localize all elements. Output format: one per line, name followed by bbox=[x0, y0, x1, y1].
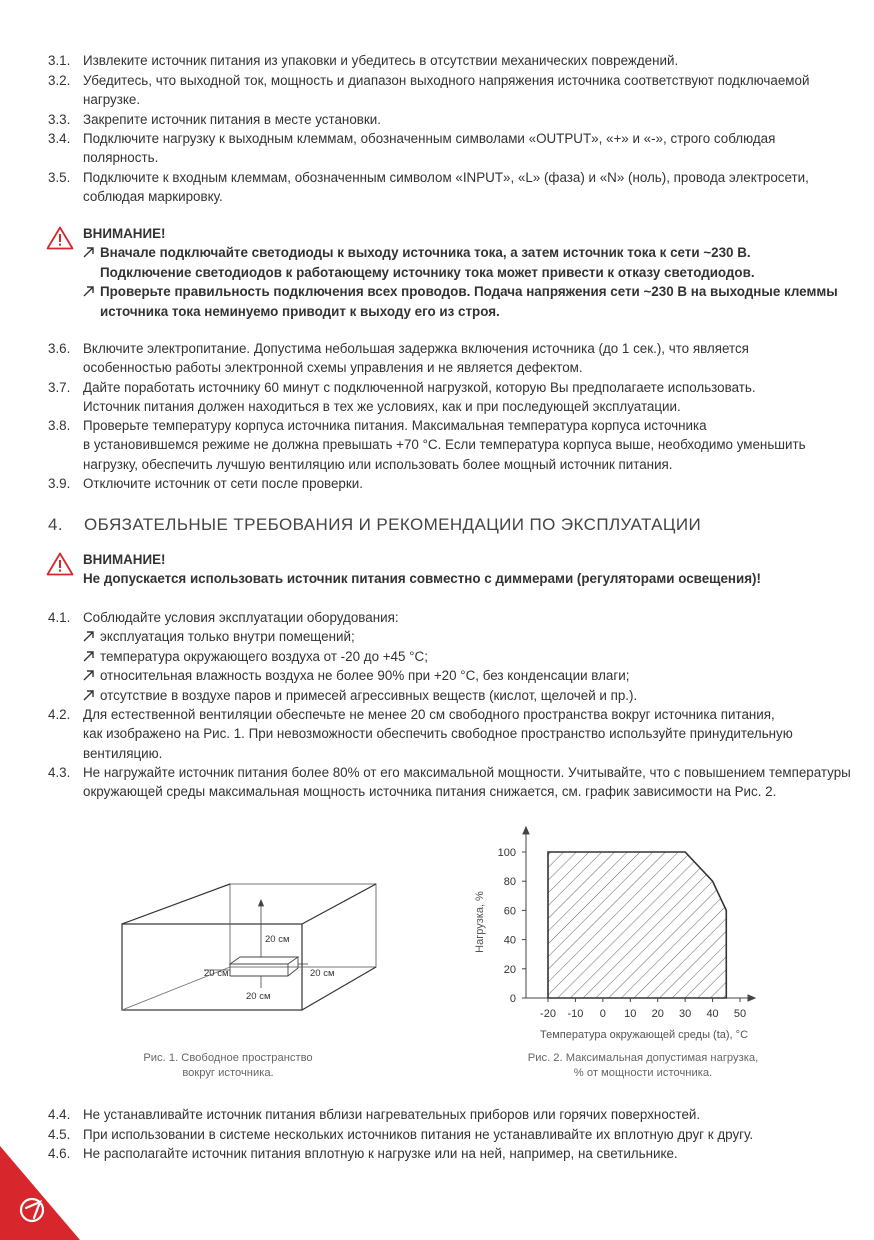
list-item bbox=[48, 416, 848, 474]
list-item bbox=[48, 129, 848, 168]
warning-bullet: Вначале подключайте светодиоды к выходу источника тока, а затем источник тока к сети ~230 В. Подключение светодиодов к работающему источнику тока может привести к отказу светодиодов. bbox=[83, 243, 846, 282]
section4-list-c bbox=[0, 1105, 874, 1165]
warning-bullet: Проверьте правильность подключения всех проводов. Подача напряжения сети ~230 В на выходные клеммы источника тока неминуемо приводит к выходу его из строя. bbox=[83, 282, 846, 321]
x-tick-label: 40 bbox=[706, 1008, 719, 1020]
item-number: 4.1. bbox=[48, 610, 71, 625]
y-tick-label: 20 bbox=[503, 963, 516, 976]
y-tick-label: 40 bbox=[503, 934, 516, 947]
item-number: 3.9. bbox=[48, 476, 71, 491]
item-text: Закрепите источник питания в месте установки. bbox=[83, 112, 381, 127]
item-text: Подключите к входным клеммам, обозначенным символом «INPUT», «L» (фаза) и «N» (ноль), провода электросети, bbox=[83, 170, 809, 185]
item-text: окружающей среды максимальная мощность источника питания снижается, см. график зависимости на Рис. 2. bbox=[83, 784, 777, 800]
x-axis-arrow bbox=[748, 995, 755, 1001]
item-text: Извлеките источник питания из упаковки и убедитесь в отсутствии механических повреждений. bbox=[83, 53, 679, 68]
item-text: Соблюдайте условия эксплуатации оборудования: bbox=[83, 610, 399, 625]
item-text: как изображено на Рис. 1. При невозможности обеспечить свободное пространство используйте принудительную bbox=[83, 726, 793, 742]
list-item bbox=[48, 474, 848, 493]
arrow-bullet-icon bbox=[83, 651, 95, 662]
x-tick-label: 10 bbox=[624, 1008, 637, 1020]
warning-block bbox=[46, 550, 846, 589]
item-number: 3.8. bbox=[48, 418, 71, 433]
figure2-caption: Рис. 2. Максимальная допустимая нагрузка, % от мощности источника. bbox=[527, 1052, 759, 1079]
item-number: 4.5. bbox=[48, 1127, 71, 1142]
dimension-label-left: 20 см bbox=[204, 968, 229, 979]
list-item bbox=[48, 339, 848, 378]
section-number: 4. bbox=[48, 515, 63, 534]
list-item bbox=[48, 1105, 848, 1124]
list-item bbox=[48, 1144, 848, 1163]
list-item bbox=[48, 705, 848, 763]
warning-title: ВНИМАНИЕ! bbox=[83, 226, 166, 241]
dimension-label-top: 20 см bbox=[265, 934, 290, 945]
list-item bbox=[48, 168, 848, 207]
y-tick-label: 0 bbox=[509, 993, 516, 1005]
condition-bullet: отсутствие в воздухе паров и примесей агрессивных веществ (кислот, щелочей и пр.). bbox=[83, 686, 848, 705]
y-tick-label: 100 bbox=[497, 847, 516, 859]
section3-list-a bbox=[0, 51, 874, 211]
item-text: Подключите нагрузку к выходным клеммам, обозначенным символами «OUTPUT», «+» и «-», строго соблюдая bbox=[83, 131, 776, 146]
load-area bbox=[548, 852, 726, 998]
item-number: 4.4. bbox=[48, 1107, 71, 1122]
item-number: 3.2. bbox=[48, 73, 71, 88]
item-number: 3.5. bbox=[48, 170, 71, 185]
list-item bbox=[48, 608, 848, 705]
item-text: Проверьте температуру корпуса источника питания. Максимальная температура корпуса источника bbox=[83, 418, 707, 433]
item-text: Убедитесь, что выходной ток, мощность и диапазон выходного напряжения источника соответствуют подключаемой bbox=[83, 73, 810, 88]
y-axis-arrow bbox=[523, 827, 529, 834]
list-item bbox=[48, 71, 848, 110]
arrow-bullet-icon bbox=[83, 286, 95, 297]
x-tick-label: -10 bbox=[567, 1008, 584, 1020]
warning-triangle-icon bbox=[46, 226, 74, 250]
section-heading bbox=[48, 515, 701, 534]
item-text: нагрузку, обеспечить лучшую вентиляцию или использовать более мощный источник питания. bbox=[83, 456, 673, 472]
item-number: 3.7. bbox=[48, 380, 71, 395]
warning-text: Не допускается использовать источник питания совместно с диммерами (регуляторами освещения)! bbox=[83, 571, 761, 587]
condition-bullet: эксплуатация только внутри помещений; bbox=[83, 627, 848, 646]
dimension-label-front: 20 см bbox=[246, 991, 271, 1002]
item-text: соблюдая маркировку. bbox=[83, 189, 223, 205]
section3-list-b bbox=[0, 339, 874, 499]
x-tick-label: 50 bbox=[733, 1008, 747, 1020]
arrow-bullet-icon bbox=[83, 247, 95, 258]
x-tick-label: 20 bbox=[651, 1008, 664, 1020]
item-number: 3.1. bbox=[48, 53, 71, 68]
list-item bbox=[48, 110, 848, 129]
section-title: ОБЯЗАТЕЛЬНЫЕ ТРЕБОВАНИЯ И РЕКОМЕНДАЦИИ ПО ЭКСПЛУАТАЦИИ bbox=[84, 515, 702, 534]
item-number: 3.3. bbox=[48, 112, 71, 127]
item-text: Отключите источник от сети после проверки. bbox=[83, 476, 363, 491]
item-text: особенностью работы электронной схемы управления и не является дефектом. bbox=[83, 360, 583, 376]
x-tick-label: 0 bbox=[599, 1008, 606, 1020]
item-number: 3.4. bbox=[48, 131, 71, 146]
item-text: полярность. bbox=[83, 150, 159, 166]
item-text: Дайте поработать источнику 60 минут с подключенной нагрузкой, которую Вы предполагаете использовать. bbox=[83, 380, 756, 395]
x-tick-label: -20 bbox=[540, 1008, 556, 1020]
y-tick-label: 80 bbox=[503, 876, 516, 889]
x-axis-label: Температура окружающей среды (ta), °C bbox=[539, 1029, 749, 1041]
item-text: Не нагружайте источник питания более 80% от его максимальной мощности. Учитывайте, что с повышением температуры bbox=[83, 765, 851, 780]
warning-block bbox=[46, 224, 846, 321]
load-derating-chart bbox=[466, 822, 786, 1046]
item-number: 4.3. bbox=[48, 765, 71, 780]
warning-title: ВНИМАНИЕ! bbox=[83, 552, 166, 567]
item-text: Источник питания должен находиться в тех же условиях, как и при последующей эксплуатации. bbox=[83, 399, 681, 415]
arrow-bullet-icon bbox=[83, 690, 95, 701]
item-text: Включите электропитание. Допустима небольшая задержка включения источника (до 1 сек.), что является bbox=[83, 341, 749, 356]
arrow-bullet-icon bbox=[83, 670, 95, 681]
y-axis-label: Нагрузка, % bbox=[474, 891, 486, 953]
brand-corner-logo bbox=[0, 1146, 80, 1240]
item-number: 4.6. bbox=[48, 1146, 71, 1161]
y-tick-label: 60 bbox=[503, 905, 516, 918]
item-text: Для естественной вентиляции обеспечьте не менее 20 см свободного пространства вокруг источника питания, bbox=[83, 707, 775, 722]
item-text: Не располагайте источник питания вплотную к нагрузке или на ней, например, на светильнике. bbox=[83, 1146, 678, 1161]
item-text: в установившемся режиме не должна превышать +70 °C. Если температура корпуса выше, необходимо уменьшить bbox=[83, 437, 806, 453]
item-text: вентиляцию. bbox=[83, 745, 163, 761]
dimension-label-right: 20 см bbox=[310, 968, 335, 979]
list-item bbox=[48, 763, 851, 802]
list-item bbox=[48, 51, 848, 70]
item-text: При использовании в системе нескольких источников питания не устанавливайте их вплотную друг к другу. bbox=[83, 1127, 754, 1142]
arrow-bullet-icon bbox=[83, 631, 95, 642]
item-text: Не устанавливайте источник питания вблизи нагревательных приборов или горячих поверхностей. bbox=[83, 1107, 701, 1122]
item-text: нагрузке. bbox=[83, 92, 141, 108]
condition-bullet: относительная влажность воздуха не более 90% при +20 °C, без конденсации влаги; bbox=[83, 666, 848, 685]
item-number: 4.2. bbox=[48, 707, 71, 722]
x-tick-label: 30 bbox=[679, 1008, 692, 1020]
item-number: 3.6. bbox=[48, 341, 71, 356]
figure1-caption: Рис. 1. Свободное пространство вокруг источника. bbox=[143, 1052, 313, 1079]
figure-ventilation-box bbox=[118, 880, 384, 1012]
warning-triangle-icon bbox=[46, 552, 74, 576]
list-item bbox=[48, 378, 848, 417]
condition-bullet: температура окружающего воздуха от -20 до +45 °C; bbox=[83, 647, 848, 666]
list-item bbox=[48, 1125, 848, 1144]
